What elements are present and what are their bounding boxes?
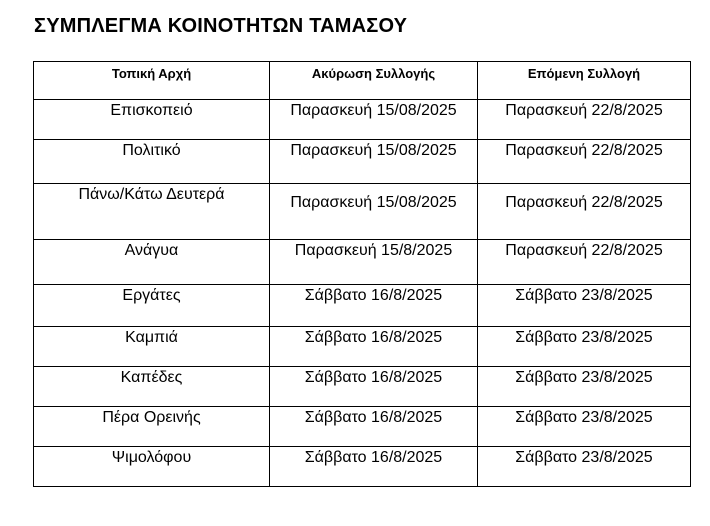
cell-next-collection: Παρασκευή 22/8/2025 xyxy=(478,240,691,285)
table-row xyxy=(34,327,691,367)
page-title: ΣΥΜΠΛΕΓΜΑ ΚΟΙΝΟΤΗΤΩΝ ΤΑΜΑΣΟΥ xyxy=(34,15,408,37)
cell-cancelled-collection: Σάββατο 16/8/2025 xyxy=(270,285,478,327)
cell-local-authority: Ανάγυα xyxy=(34,240,270,285)
cell-local-authority: Πάνω/Κάτω Δευτερά xyxy=(34,184,270,240)
cell-cancelled-collection: Παρασκευή 15/08/2025 xyxy=(270,100,478,140)
cell-local-authority: Πέρα Ορεινής xyxy=(34,407,270,447)
table-header-row xyxy=(34,62,691,100)
cell-cancelled-collection: Σάββατο 16/8/2025 xyxy=(270,327,478,367)
table-row xyxy=(34,100,691,140)
cell-cancelled-collection: Παρασκευή 15/08/2025 xyxy=(270,140,478,184)
table-row xyxy=(34,407,691,447)
cell-local-authority: Εργάτες xyxy=(34,285,270,327)
cell-next-collection: Παρασκευή 22/8/2025 xyxy=(478,140,691,184)
cell-next-collection: Παρασκευή 22/8/2025 xyxy=(478,100,691,140)
cell-cancelled-collection: Σάββατο 16/8/2025 xyxy=(270,447,478,487)
cell-local-authority: Επισκοπειό xyxy=(34,100,270,140)
collection-schedule-table xyxy=(33,61,691,487)
table-row xyxy=(34,285,691,327)
table-row xyxy=(34,140,691,184)
cell-next-collection: Σάββατο 23/8/2025 xyxy=(478,367,691,407)
cell-local-authority: Καπέδες xyxy=(34,367,270,407)
cell-next-collection: Σάββατο 23/8/2025 xyxy=(478,327,691,367)
cell-next-collection: Παρασκευή 22/8/2025 xyxy=(478,184,691,240)
cell-cancelled-collection: Παρασκευή 15/8/2025 xyxy=(270,240,478,285)
cell-cancelled-collection: Παρασκευή 15/08/2025 xyxy=(270,184,478,240)
cell-next-collection: Σάββατο 23/8/2025 xyxy=(478,407,691,447)
table-row xyxy=(34,184,691,240)
cell-local-authority: Καμπιά xyxy=(34,327,270,367)
table-row xyxy=(34,240,691,285)
cell-next-collection: Σάββατο 23/8/2025 xyxy=(478,447,691,487)
table-row xyxy=(34,367,691,407)
header-cancelled-collection: Ακύρωση Συλλογής xyxy=(270,62,478,100)
header-local-authority: Τοπική Αρχή xyxy=(34,62,270,100)
cell-local-authority: Πολιτικό xyxy=(34,140,270,184)
header-next-collection: Επόμενη Συλλογή xyxy=(478,62,691,100)
table-row xyxy=(34,447,691,487)
cell-local-authority: Ψιμολόφου xyxy=(34,447,270,487)
cell-cancelled-collection: Σάββατο 16/8/2025 xyxy=(270,407,478,447)
cell-cancelled-collection: Σάββατο 16/8/2025 xyxy=(270,367,478,407)
cell-next-collection: Σάββατο 23/8/2025 xyxy=(478,285,691,327)
